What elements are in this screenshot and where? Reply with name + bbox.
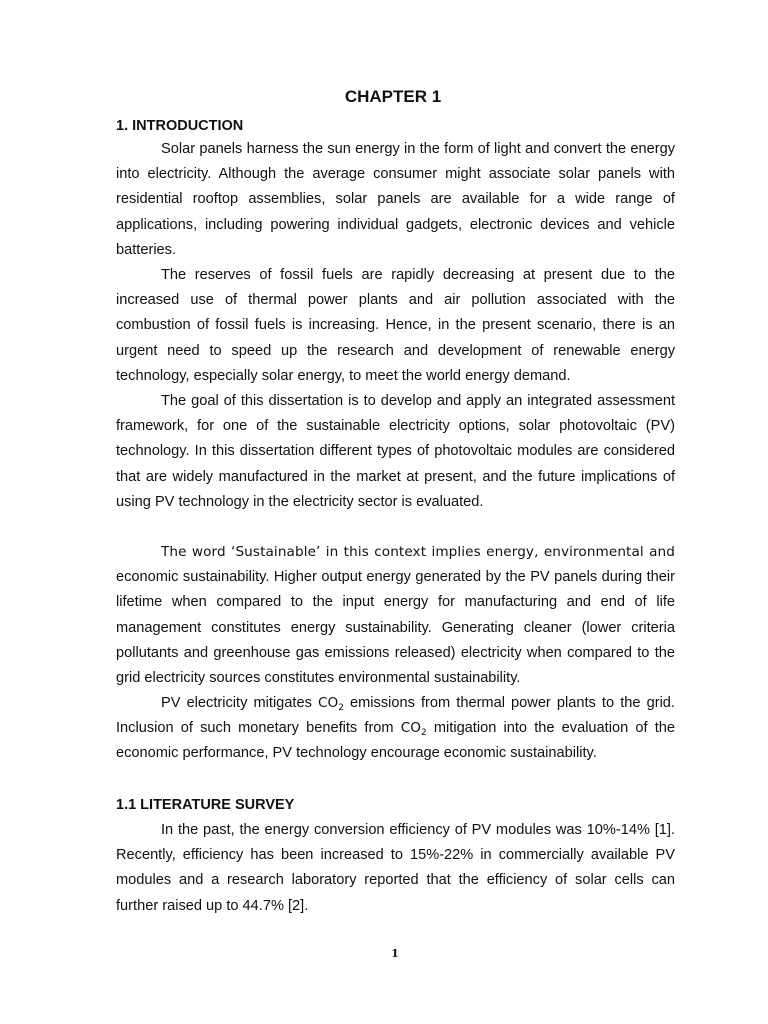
co2-subscript: 2 xyxy=(338,703,344,713)
co2-symbol: CO xyxy=(400,720,421,737)
intro-paragraph-3: The goal of this dissertation is to develop and apply an integrated assessment framework, for one of the sustainable electricity options, solar photovoltaic (PV) technology. In this dissertation different types of photovoltaic modules are considered that are widely manufactured in the market at present, and the future implications of using PV technology in the electricity sector is evaluated. xyxy=(116,393,675,510)
literature-paragraph-1: In the past, the energy conversion efficiency of PV modules was 10%-14% [1]. Recently, efficiency has been increased to 15%-22% in commercially available PV modules and a research laboratory reported that the efficiency of solar cells can further raised up to 44.7% [2]. xyxy=(116,822,675,914)
sustainable-definition-line: The word ‘Sustainable’ in this context implies energy, environmental and xyxy=(161,544,675,560)
intro-paragraph-5-text-c: mitigation into the evaluation of the economic performance, PV technology encourage economic sustainability. xyxy=(116,720,675,762)
intro-paragraph-1: Solar panels harness the sun energy in the form of light and convert the energy into electricity. Although the average consumer might associate solar panels with residential rooftop assemblies, solar panels are available for a wide range of applications, including powering individual gadgets, electronic devices and vehicle batteries. xyxy=(116,141,675,258)
co2-formula xyxy=(318,695,344,711)
co2-symbol: CO xyxy=(317,695,339,711)
page-number: 1 xyxy=(391,947,399,960)
intro-paragraph-5 xyxy=(116,691,675,767)
intro-paragraph-5-text-a: PV electricity mitigates xyxy=(161,695,318,711)
section-heading-literature-survey: 1.1 LITERATURE SURVEY xyxy=(116,797,295,813)
co2-formula xyxy=(400,720,427,739)
section-heading-introduction: 1. INTRODUCTION xyxy=(116,118,244,134)
chapter-title: CHAPTER 1 xyxy=(344,87,442,106)
intro-paragraph-5-text-b: emissions from thermal power plants to the grid. Inclusion of such monetary benefits from xyxy=(116,695,675,737)
co2-subscript: 2 xyxy=(420,728,427,739)
intro-paragraph-2: The reserves of fossil fuels are rapidly decreasing at present due to the increased use of thermal power plants and air pollution associated with the combustion of fossil fuels is increasing. Hence, in the present scenario, there is an urgent need to speed up the research and development of renewable energy technology, especially solar energy, to meet the world energy demand. xyxy=(116,267,675,384)
intro-paragraph-4-body: economic sustainability. Higher output energy generated by the PV panels during their lifetime when compared to the input energy for manufacturing and end of life management constitutes energy sustainability. Generating cleaner (lower criteria pollutants and greenhouse gas emissions released) electricity when compared to the grid electricity sources constitutes environmental sustainability. xyxy=(116,569,675,687)
intro-paragraph-4 xyxy=(116,540,675,691)
